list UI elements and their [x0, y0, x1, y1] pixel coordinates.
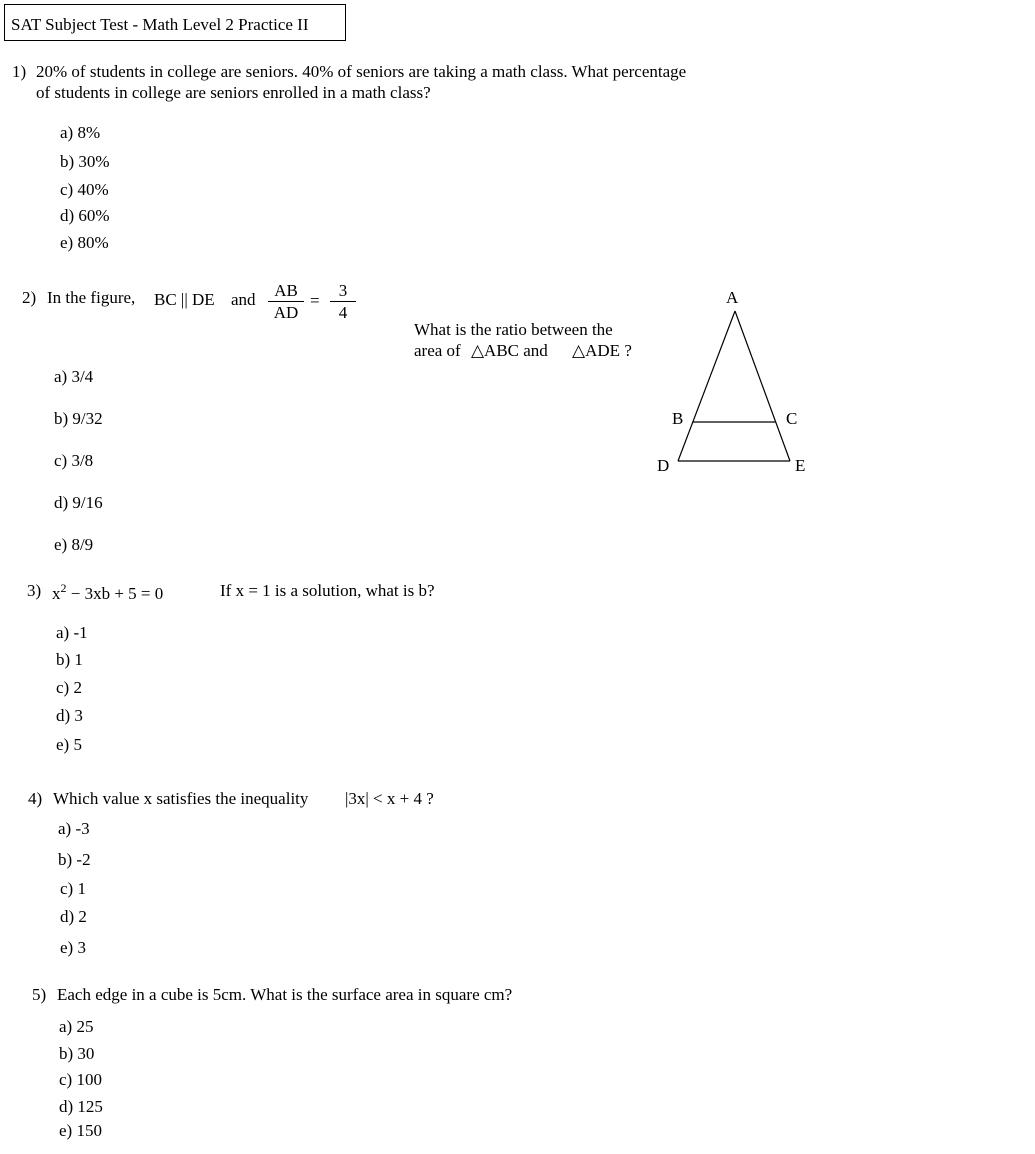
q2-frac-right-num: 3	[330, 282, 356, 302]
q1-choice: c) 40%	[60, 180, 109, 199]
q1-choice: d) 60%	[60, 206, 110, 225]
q2-tri1: ABC and	[484, 341, 548, 360]
q3-number: 3)	[27, 581, 42, 600]
q2-lead: In the figure,	[47, 288, 136, 307]
vertex-label-e: E	[795, 456, 806, 475]
side-ad	[678, 311, 735, 461]
q1-number: 1)	[12, 62, 27, 81]
vertex-label-a: A	[726, 288, 739, 307]
q1-text-line1: 20% of students in college are seniors. 40% of seniors are taking a math class. What percentage	[36, 62, 687, 81]
q1-choice: b) 30%	[60, 152, 110, 171]
q4-choice: c) 1	[60, 879, 86, 898]
q4-choice: a) -3	[58, 819, 90, 838]
q5-choice: a) 25	[59, 1017, 94, 1036]
q3-choice: b) 1	[56, 650, 83, 669]
q3-eq-x: x	[52, 584, 61, 603]
q3-question: If x = 1 is a solution, what is b?	[220, 581, 435, 600]
triangle-icon: △	[470, 341, 485, 360]
vertex-label-c: C	[786, 409, 798, 428]
q5-number: 5)	[32, 985, 47, 1004]
q2-parallel: BC || DE	[154, 290, 215, 309]
q2-equals: =	[310, 291, 320, 310]
q2-tri2: ADE ?	[585, 341, 632, 360]
q2-choice: d) 9/16	[54, 493, 103, 512]
q2-fraction-3-4	[330, 282, 356, 321]
q5-question: Each edge in a cube is 5cm. What is the surface area in square cm?	[57, 985, 513, 1004]
q4-number: 4)	[28, 789, 43, 808]
q4-choice: d) 2	[60, 907, 87, 926]
q2-choice: a) 3/4	[54, 367, 94, 386]
q3-choice: a) -1	[56, 623, 88, 642]
q5-choice: c) 100	[59, 1070, 102, 1089]
q3-choice: c) 2	[56, 678, 82, 697]
q2-choice: b) 9/32	[54, 409, 103, 428]
q4-question: Which value x satisfies the inequality	[53, 789, 309, 808]
triangle-icon: △	[572, 341, 586, 360]
q5-choice: e) 150	[59, 1121, 102, 1140]
q2-number: 2)	[22, 288, 37, 307]
q2-frac-left-num: AB	[268, 282, 304, 302]
q2-and: and	[231, 290, 256, 309]
q2-question-line2	[414, 342, 632, 359]
q4-inequality: |3x| < x + 4 ?	[345, 789, 434, 808]
q2-frac-right-den: 4	[338, 303, 348, 322]
q2-question-line1: What is the ratio between the	[414, 320, 613, 339]
q2-question-prefix: area of	[414, 341, 461, 360]
triangle-figure	[650, 280, 820, 480]
q3-choice: d) 3	[56, 706, 83, 725]
page-title-box	[4, 4, 346, 41]
q4-choice: b) -2	[58, 850, 91, 869]
q1-text-line2: of students in college are seniors enrolled in a math class?	[36, 83, 431, 102]
side-ae	[735, 311, 790, 461]
q1-choice: a) 8%	[60, 123, 101, 142]
q1-choice: e) 80%	[60, 233, 109, 252]
q2-fraction-ab-ad	[268, 282, 304, 321]
q3-choice: e) 5	[56, 735, 82, 754]
q5-choice: b) 30	[59, 1044, 95, 1063]
q2-frac-left-den: AD	[273, 303, 299, 322]
vertex-label-d: D	[657, 456, 670, 475]
q3-eq-rest: − 3xb + 5 = 0	[66, 584, 164, 603]
q2-choice: e) 8/9	[54, 535, 94, 554]
q3-equation	[52, 582, 163, 602]
vertex-label-b: B	[672, 409, 684, 428]
q5-choice: d) 125	[59, 1097, 103, 1116]
page-title: SAT Subject Test - Math Level 2 Practice II	[11, 15, 309, 34]
q4-choice: e) 3	[60, 938, 86, 957]
q3-eq-exponent: 2	[60, 581, 67, 595]
q2-choice: c) 3/8	[54, 451, 94, 470]
